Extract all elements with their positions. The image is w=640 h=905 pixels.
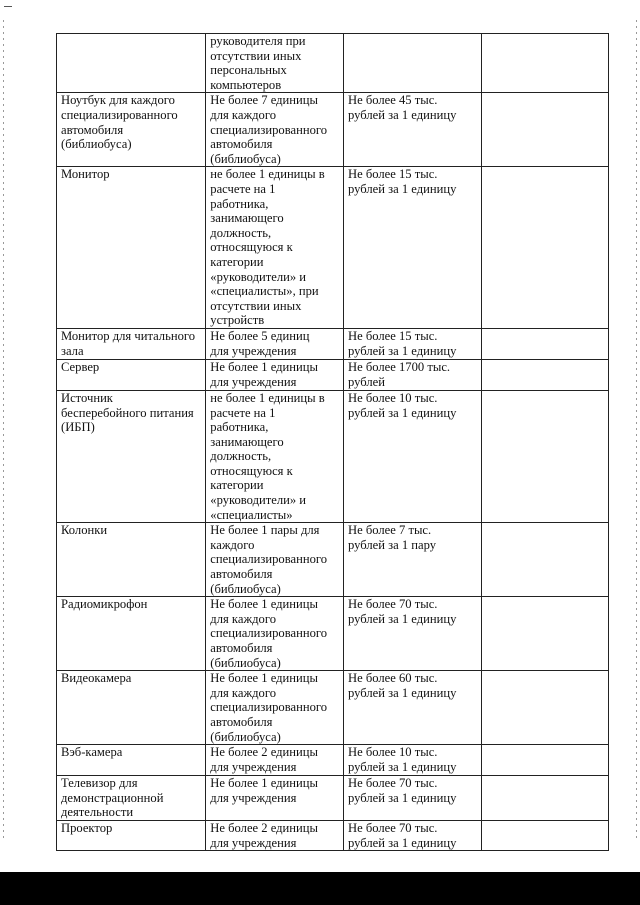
table-row: [57, 34, 609, 93]
price-cell: Не более 70 тыс. рублей за 1 единицу: [344, 776, 482, 821]
table-row: [57, 93, 609, 167]
note-cell: [481, 671, 608, 745]
note-cell: [481, 820, 608, 850]
requirements-table: [56, 33, 609, 851]
scan-mark: [4, 6, 12, 7]
item-name-cell: Источник бесперебойного питания (ИБП): [57, 390, 206, 522]
price-cell: Не более 60 тыс. рублей за 1 единицу: [344, 671, 482, 745]
table-row: [57, 523, 609, 597]
quantity-cell: не более 1 единицы в расчете на 1 работника, занимающего должность, относящуюся к категории «руководители» и «специалисты», при отсутствии иных устройств: [206, 167, 344, 329]
table-row: [57, 745, 609, 776]
note-cell: [481, 745, 608, 776]
scan-bottom-band: [0, 872, 640, 905]
quantity-cell: Не более 5 единиц для учреждения: [206, 328, 344, 359]
quantity-cell: Не более 1 единицы для каждого специализированного автомобиля (библиобуса): [206, 671, 344, 745]
quantity-cell: Не более 1 единицы для учреждения: [206, 359, 344, 390]
price-cell: Не более 15 тыс. рублей за 1 единицу: [344, 328, 482, 359]
item-name-cell: Проектор: [57, 820, 206, 850]
item-name-cell: Монитор для читального зала: [57, 328, 206, 359]
item-name-cell: Колонки: [57, 523, 206, 597]
price-cell: Не более 10 тыс. рублей за 1 единицу: [344, 390, 482, 522]
table-row: [57, 671, 609, 745]
price-cell: Не более 15 тыс. рублей за 1 единицу: [344, 167, 482, 329]
quantity-cell: руководителя при отсутствии иных персональных компьютеров: [206, 34, 344, 93]
price-cell: Не более 45 тыс. рублей за 1 единицу: [344, 93, 482, 167]
table-row: [57, 167, 609, 329]
quantity-cell: Не более 1 единицы для учреждения: [206, 776, 344, 821]
quantity-cell: Не более 1 пары для каждого специализированного автомобиля (библиобуса): [206, 523, 344, 597]
price-cell: Не более 70 тыс. рублей за 1 единицу: [344, 597, 482, 671]
price-cell: [344, 34, 482, 93]
table-row: [57, 597, 609, 671]
quantity-cell: Не более 2 единицы для учреждения: [206, 820, 344, 850]
quantity-cell: Не более 2 единицы для учреждения: [206, 745, 344, 776]
item-name-cell: Сервер: [57, 359, 206, 390]
table-row: [57, 328, 609, 359]
quantity-cell: Не более 7 единицы для каждого специализированного автомобиля (библиобуса): [206, 93, 344, 167]
note-cell: [481, 597, 608, 671]
note-cell: [481, 776, 608, 821]
price-cell: Не более 1700 тыс. рублей: [344, 359, 482, 390]
table-row: [57, 359, 609, 390]
item-name-cell: Радиомикрофон: [57, 597, 206, 671]
item-name-cell: Телевизор для демонстрационной деятельности: [57, 776, 206, 821]
note-cell: [481, 359, 608, 390]
item-name-cell: Ноутбук для каждого специализированного автомобиля (библиобуса): [57, 93, 206, 167]
item-name-cell: [57, 34, 206, 93]
price-cell: Не более 70 тыс. рублей за 1 единицу: [344, 820, 482, 850]
note-cell: [481, 523, 608, 597]
table-row: [57, 776, 609, 821]
table-row: [57, 820, 609, 850]
scan-edge-right: [636, 20, 637, 840]
note-cell: [481, 390, 608, 522]
item-name-cell: Видеокамера: [57, 671, 206, 745]
price-cell: Не более 10 тыс. рублей за 1 единицу: [344, 745, 482, 776]
quantity-cell: не более 1 единицы в расчете на 1 работника, занимающего должность, относящуюся к категории «руководители» и «специалисты»: [206, 390, 344, 522]
note-cell: [481, 328, 608, 359]
note-cell: [481, 167, 608, 329]
item-name-cell: Монитор: [57, 167, 206, 329]
item-name-cell: Вэб-камера: [57, 745, 206, 776]
quantity-cell: Не более 1 единицы для каждого специализированного автомобиля (библиобуса): [206, 597, 344, 671]
scan-edge-left: [3, 20, 4, 840]
note-cell: [481, 93, 608, 167]
note-cell: [481, 34, 608, 93]
price-cell: Не более 7 тыс. рублей за 1 пару: [344, 523, 482, 597]
table-row: [57, 390, 609, 522]
